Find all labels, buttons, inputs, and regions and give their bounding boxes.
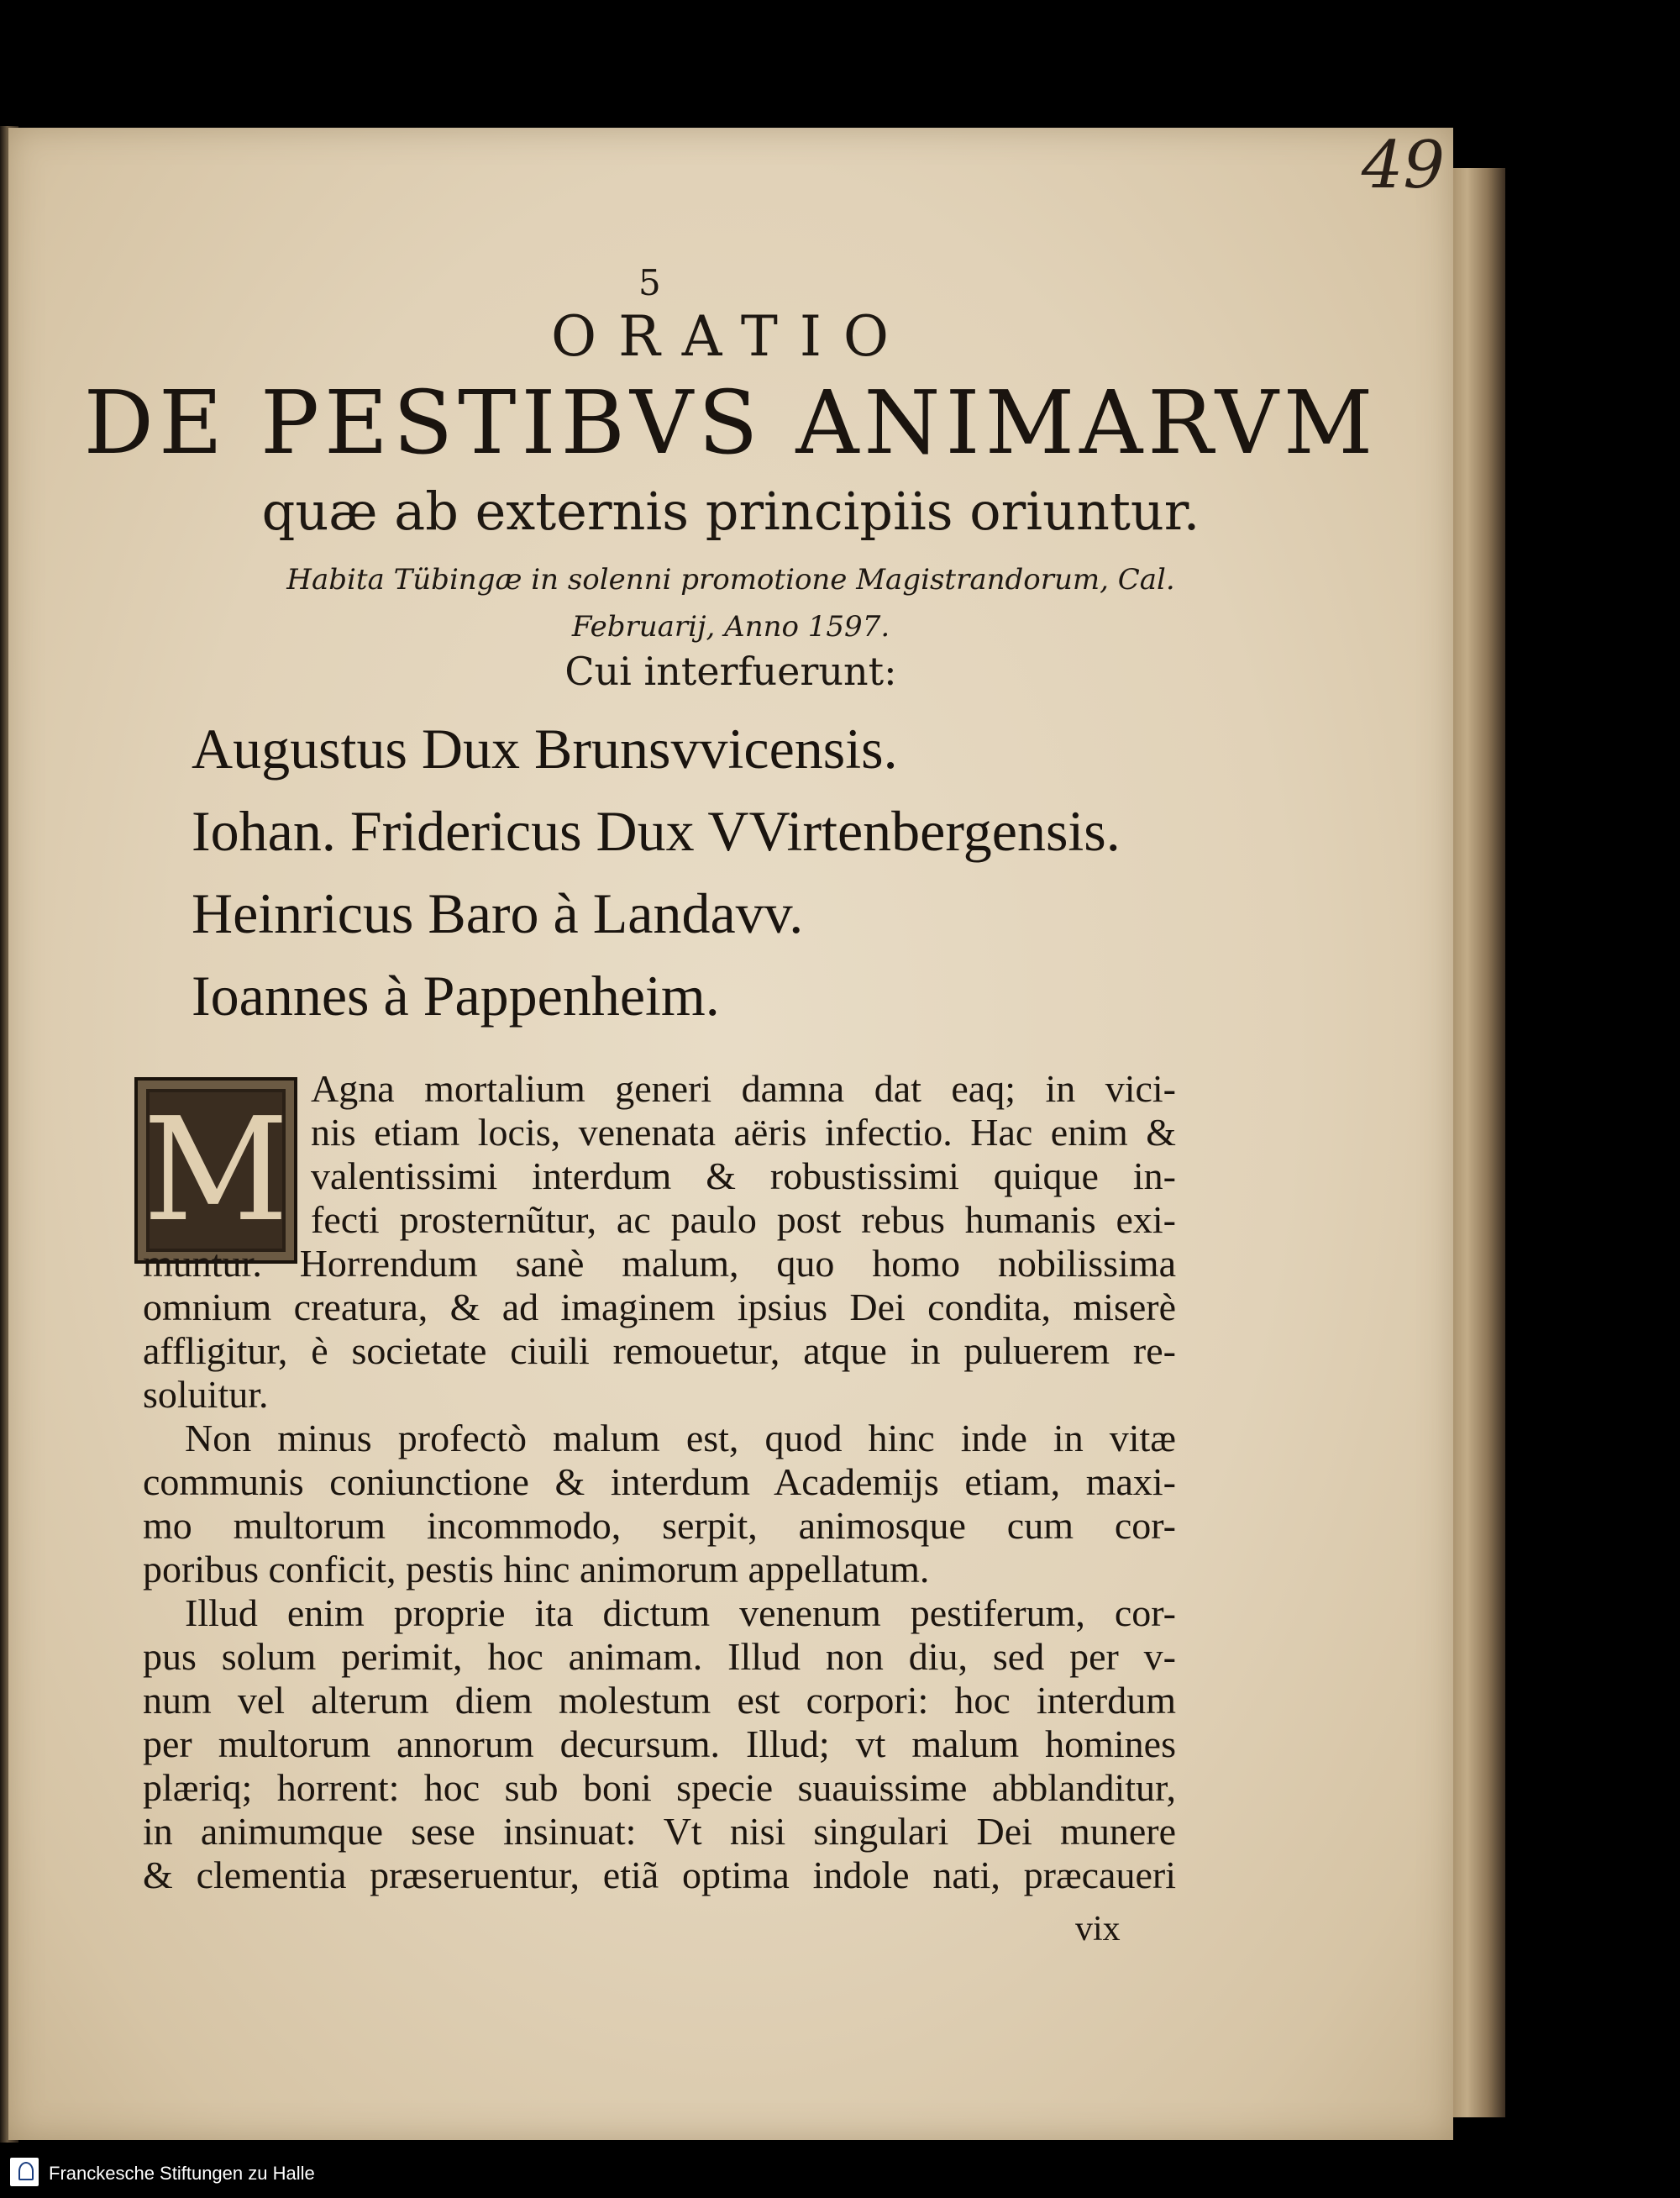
- right-book-edge: [1446, 168, 1505, 2117]
- title-occasion-line-2: Februarij, Anno 1597.: [571, 610, 890, 644]
- body-line: & clementia præseruentur, etiã optima indole nati, præcaueri: [143, 1854, 1176, 1896]
- title-main: DE PESTIBVS ANIMARVM: [83, 371, 1378, 474]
- initial-letter: M: [142, 1087, 290, 1254]
- attendee-item: Ioannes à Pappenheim.: [192, 964, 720, 1028]
- body-line: pus solum perimit, hoc animam. Illud non diu, sed per v-: [143, 1635, 1176, 1678]
- body-line: num vel alterum diem molestum est corpori: hoc interdum: [143, 1679, 1176, 1722]
- attendees-heading: Cui interfuerunt:: [564, 649, 897, 694]
- body-line: plæriq; horrent: hoc sub boni specie suauissime abblanditur,: [143, 1766, 1176, 1809]
- body-line: per multorum annorum decursum. Illud; vt malum homines: [143, 1722, 1176, 1765]
- institution-logo-icon: [10, 2158, 39, 2186]
- body-line: muntur. Horrendum sanè malum, quo homo nobilissima: [143, 1242, 1176, 1285]
- footer-label: Franckesche Stiftungen zu Halle: [49, 2163, 315, 2184]
- body-line: soluitur.: [143, 1373, 269, 1416]
- body-line: communis coniunctione & interdum Academijs etiam, maxi-: [143, 1460, 1176, 1503]
- footer-bar: [0, 2153, 1680, 2198]
- body-line: omnium creatura, & ad imaginem ipsius Dei condita, miserè: [143, 1286, 1176, 1328]
- attendee-item: Heinricus Baro à Landavv.: [192, 881, 804, 945]
- body-text: [143, 1067, 1176, 1897]
- catchword: vix: [1075, 1910, 1121, 1948]
- body-line: in animumque sese insinuat: Vt nisi singulari Dei munere: [143, 1810, 1176, 1853]
- folio-number: 49: [1361, 128, 1445, 203]
- title-occasion: [8, 556, 1453, 650]
- signature-mark: 5: [638, 262, 661, 303]
- body-line: fecti prosternũtur, ac paulo post rebus humanis exi-: [311, 1198, 1176, 1241]
- title-occasion-line-1: Habita Tübingæ in solenni promotione Magistrandorum, Cal.: [286, 563, 1175, 597]
- body-line: Illud enim proprie ita dictum venenum pestiferum, cor-: [185, 1591, 1176, 1634]
- body-line: poribus conficit, pestis hinc animorum appellatum.: [143, 1548, 930, 1591]
- attendee-item: Augustus Dux Brunsvvicensis.: [192, 717, 898, 781]
- body-line: affligitur, è societate ciuili remouetur, atque in puluerem re-: [143, 1329, 1176, 1372]
- title-subtitle: quæ ab externis principiis oriuntur.: [261, 481, 1200, 542]
- body-line: Non minus profectò malum est, quod hinc inde in vitæ: [185, 1417, 1176, 1459]
- book-page: [8, 128, 1453, 2140]
- attendee-list: [192, 707, 1326, 1037]
- body-line: mo multorum incommodo, serpit, animosque cum cor-: [143, 1504, 1176, 1547]
- body-line: Agna mortalium generi damna dat eaq; in vici-: [311, 1067, 1176, 1110]
- body-line: nis etiam locis, venenata aëris infectio. Hac enim &: [311, 1111, 1176, 1154]
- title-oratio: ORATIO: [550, 304, 911, 369]
- body-line: valentissimi interdum & robustissimi quique in-: [311, 1154, 1176, 1197]
- attendee-item: Iohan. Fridericus Dux VVirtenbergensis.: [192, 799, 1121, 863]
